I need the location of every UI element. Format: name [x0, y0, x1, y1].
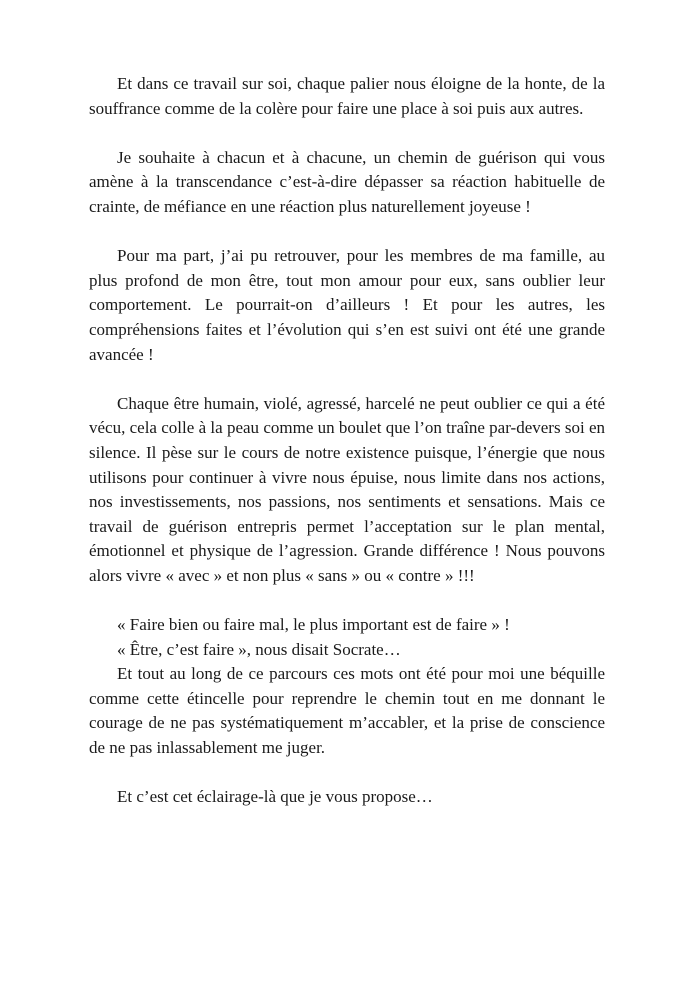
paragraph-family-love: Pour ma part, j’ai pu retrouver, pour les membres de ma famille, au plus profond de mon être, tout mon amour pour eux, sans oublier leur comportement. Le pourrait-on d’ailleurs ! Et pour les autres, les compréhensions faites et l’évolution qui s’en est suivi ont été une grande avancée ! — [89, 246, 605, 364]
body-text — [89, 72, 605, 810]
paragraph-healing-path: Je souhaite à chacun et à chacune, un chemin de guérison qui vous amène à la transcendance c’est-à-dire dépasser sa réaction habituelle de crainte, de méfiance en une réaction plus naturellement joyeuse ! — [89, 147, 605, 216]
closing-line: Et c’est cet éclairage-là que je vous propose… — [117, 787, 433, 807]
paragraph-every-human: Chaque être humain, violé, agressé, harcelé ne peut oublier ce qui a été vécu, cela colle à la peau comme un boulet que l’on traîne par-devers soi en silence. Il pèse sur le cours de notre existence puisque, l’énergie que nous utilisons pour continuer à vivre nous épuise, nous limite dans nos actions, nos investissements, nos passions, nos sentiments et sensations. Mais ce travail de guérison entrepris permet l’acceptation sur le plan mental, émotionnel et physique de l’agression. Grande différence ! Nous pouvons alors vivre « avec » et non plus « sans » ou « contre » !!! — [89, 393, 605, 585]
paragraph-shame: Et dans ce travail sur soi, chaque palier nous éloigne de la honte, de la souffrance comme de la colère pour faire une place à soi puis aux autres. — [89, 74, 605, 118]
quote-socrate: « Être, c’est faire », nous disait Socrate… — [117, 639, 401, 659]
paragraph-crutch: Et tout au long de ce parcours ces mots ont été pour moi une béquille comme cette étincelle pour reprendre le chemin tout en me donnant le courage de ne pas systématiquement m’accabler, et la prise de conscience de ne pas inlassablement me juger. — [89, 664, 605, 758]
quote-faire: « Faire bien ou faire mal, le plus important est de faire » ! — [117, 615, 510, 635]
